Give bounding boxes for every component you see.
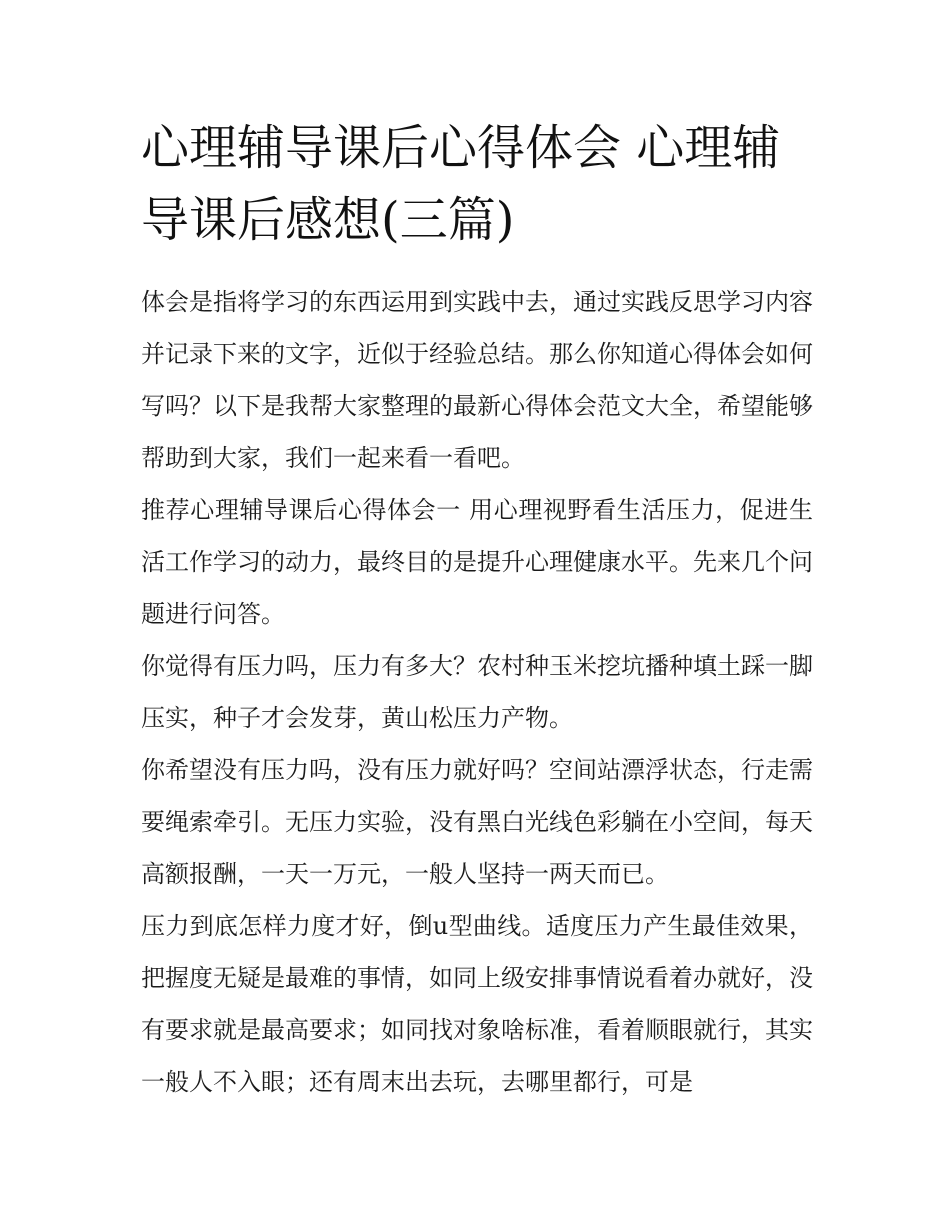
paragraph-question-2: 你希望没有压力吗，没有压力就好吗？空间站漂浮状态，行走需要绳索牵引。无压力实验，没有黑白光线色彩躺在小空间，每天高额报酬，一天一万元，一般人坚持一两天而已。 [141, 756, 813, 888]
document-title: 心理辅导课后心得体会 心理辅导课后感想(三篇) [141, 120, 781, 248]
paragraph-recommend: 推荐心理辅导课后心得体会一 用心理视野看生活压力，促进生活工作学习的动力，最终目的是提升心理健康水平。先来几个问题进行问答。 [141, 496, 813, 628]
paragraph-question-1: 你觉得有压力吗，压力有多大？农村种玉米挖坑播种填土踩一脚压实，种子才会发芽，黄山松压力产物。 [141, 652, 813, 732]
document-content [141, 112, 813, 1108]
paragraph-question-3: 压力到底怎样力度才好，倒u型曲线。适度压力产生最佳效果，把握度无疑是最难的事情，如同上级安排事情说看着办就好，没有要求就是最高要求；如同找对象啥标准，看着顺眼就行，其实一般人不入眼；还有周末出去玩，去哪里都行，可是 [141, 912, 813, 1096]
paragraph-intro: 体会是指将学习的东西运用到实践中去，通过实践反思学习内容并记录下来的文字，近似于经验总结。那么你知道心得体会如何写吗？以下是我帮大家整理的最新心得体会范文大全，希望能够帮助到大家，我们一起来看一看吧。 [141, 288, 813, 472]
document-body [141, 276, 813, 1108]
